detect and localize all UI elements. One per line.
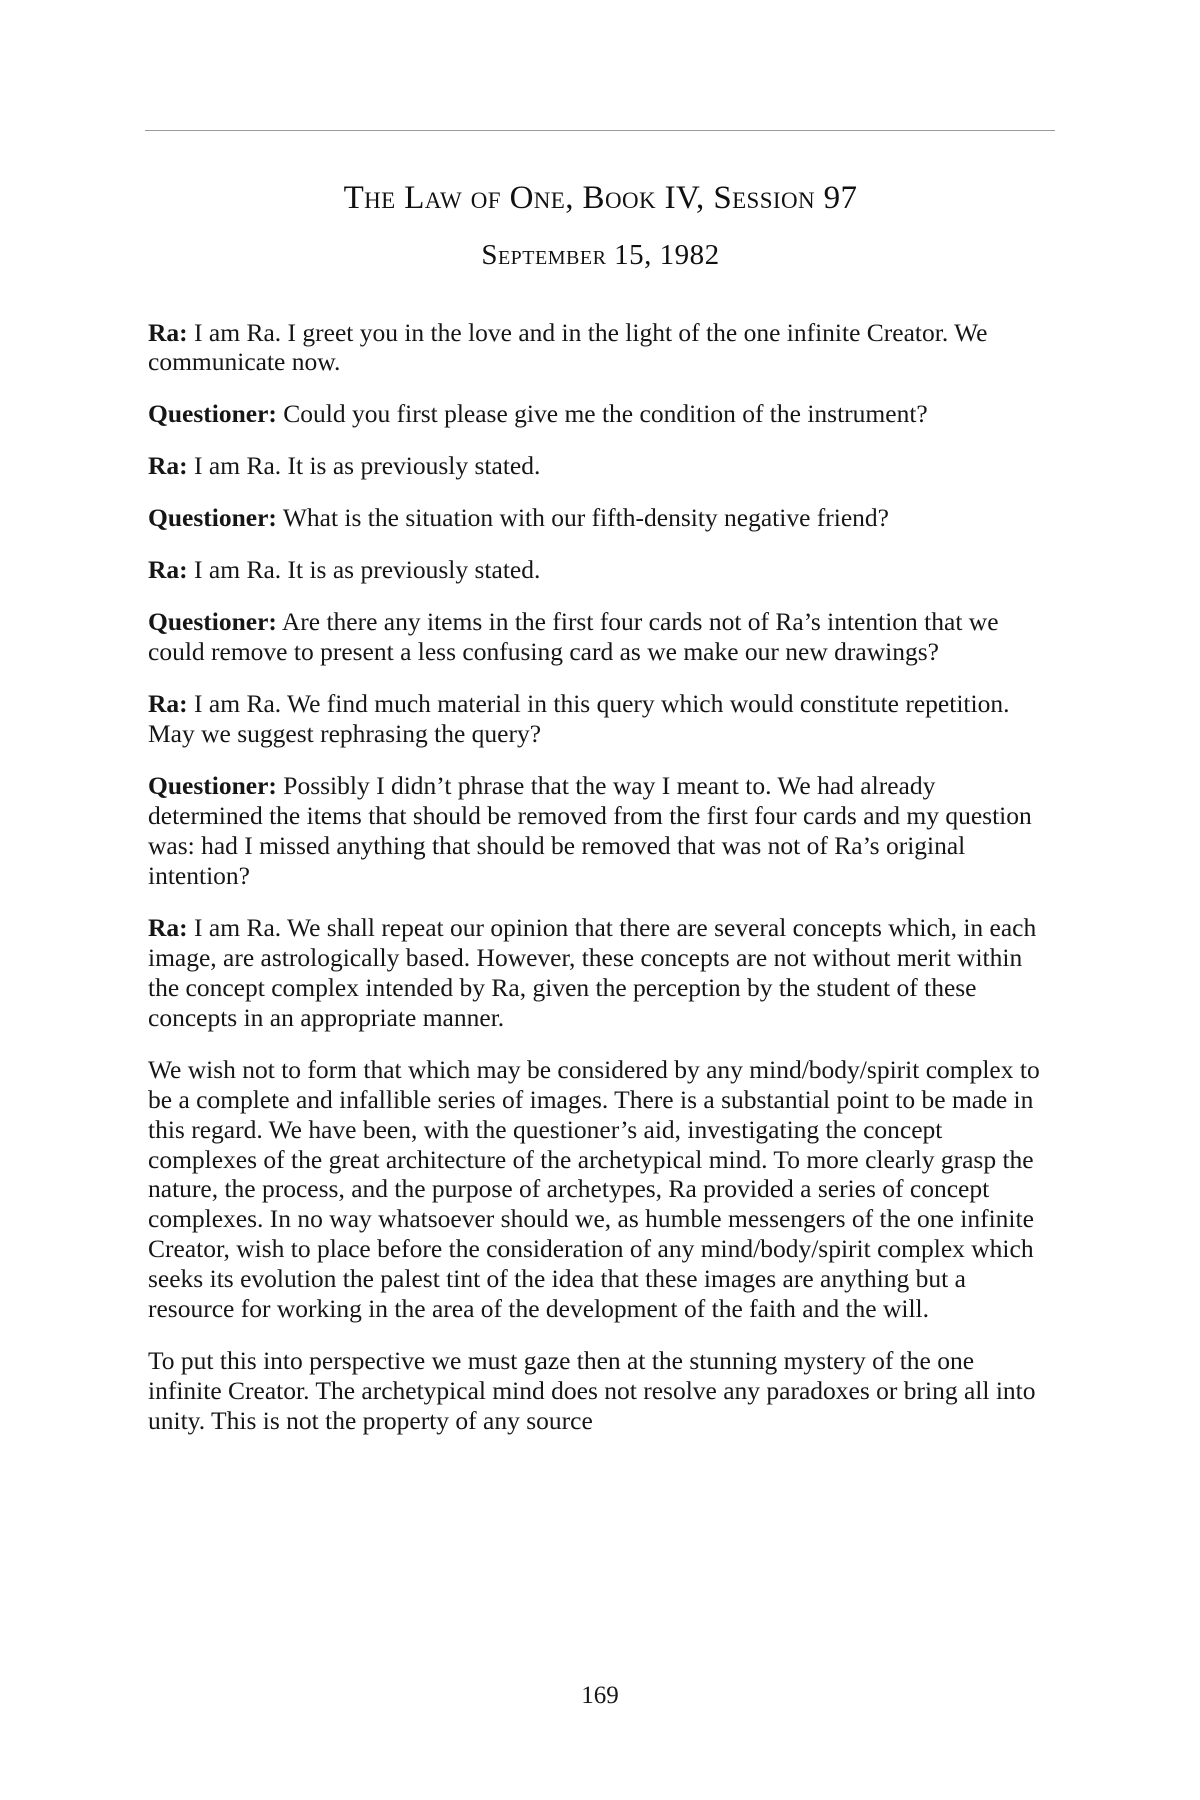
paragraph-text: I am Ra. It is as previously stated. (187, 451, 541, 481)
speaker-label: Questioner: (148, 607, 277, 637)
page-subtitle-date: September 15, 1982 (481, 239, 720, 272)
paragraph-text: I am Ra. I greet you in the love and in the light of the one infinite Creator. We communicate now. (148, 317, 988, 377)
page-title: The Law of One, Book IV, Session 97 (343, 180, 858, 216)
transcript-paragraph (148, 1346, 1053, 1436)
transcript-paragraph (148, 451, 1053, 481)
paragraph-text: Could you first please give me the condition of the instrument? (276, 399, 928, 429)
speaker-label: Ra: (148, 555, 188, 585)
transcript-paragraph (148, 689, 1053, 749)
header-rule-divider (145, 130, 1055, 131)
speaker-label: Ra: (148, 912, 188, 942)
transcript-paragraph (148, 555, 1053, 585)
paragraph-text: To put this into perspective we must gaze then at the stunning mystery of the one infinite Creator. The archetypical mind does not resolve any paradoxes or bring all into unity. This is not the property of any source (148, 1346, 1036, 1436)
page-content (148, 178, 1053, 1436)
page-number-folio: 169 (581, 1682, 619, 1709)
transcript-paragraph (148, 771, 1053, 891)
speaker-label: Ra: (148, 317, 188, 347)
speaker-label: Questioner: (148, 399, 277, 429)
transcript-paragraph (148, 399, 1053, 429)
paragraph-text: Possibly I didn’t phrase that the way I meant to. We had already determined the items that should be removed from the first four cards and my question was: had I missed anything that should be removed that was not of Ra’s original intention? (148, 771, 1032, 890)
paragraph-text: I am Ra. We shall repeat our opinion that there are several concepts which, in each image, are astrologically based. However, these concepts are not without merit within the concept complex intended by Ra, given the perception by the student of these concepts in an appropriate manner. (148, 912, 1037, 1032)
paragraph-text: Are there any items in the first four cards not of Ra’s intention that we could remove to present a less confusing card as we make our new drawings? (148, 607, 999, 667)
paragraph-text: I am Ra. It is as previously stated. (187, 555, 541, 585)
paragraph-text: We wish not to form that which may be considered by any mind/body/spirit complex to be a complete and infallible series of images. There is a substantial point to be made in this regard. We have been, with the questioner’s aid, investigating the concept complexes of the great architecture of the archetypical mind. To more clearly grasp the nature, the process, and the purpose of archetypes, Ra provided a series of concept complexes. In no way whatsoever should we, as humble messengers of the one infinite Creator, wish to place before the consideration of any mind/body/spirit complex which seeks its evolution the palest tint of the idea that these images are anything but a resource for working in the area of the development of the faith and the will. (148, 1054, 1040, 1324)
speaker-label: Questioner: (148, 503, 277, 533)
transcript-paragraph (148, 913, 1053, 1033)
speaker-label: Ra: (148, 689, 188, 719)
transcript-paragraph (148, 1055, 1053, 1325)
paragraph-text: I am Ra. We find much material in this query which would constitute repetition. May we suggest rephrasing the query? (148, 689, 1010, 749)
speaker-label: Questioner: (148, 771, 277, 801)
transcript-paragraph (148, 318, 1053, 378)
transcript-paragraph (148, 607, 1053, 667)
transcript-body (148, 318, 1053, 1437)
paragraph-text: What is the situation with our fifth-density negative friend? (276, 503, 889, 533)
transcript-paragraph (148, 503, 1053, 533)
speaker-label: Ra: (148, 451, 188, 481)
